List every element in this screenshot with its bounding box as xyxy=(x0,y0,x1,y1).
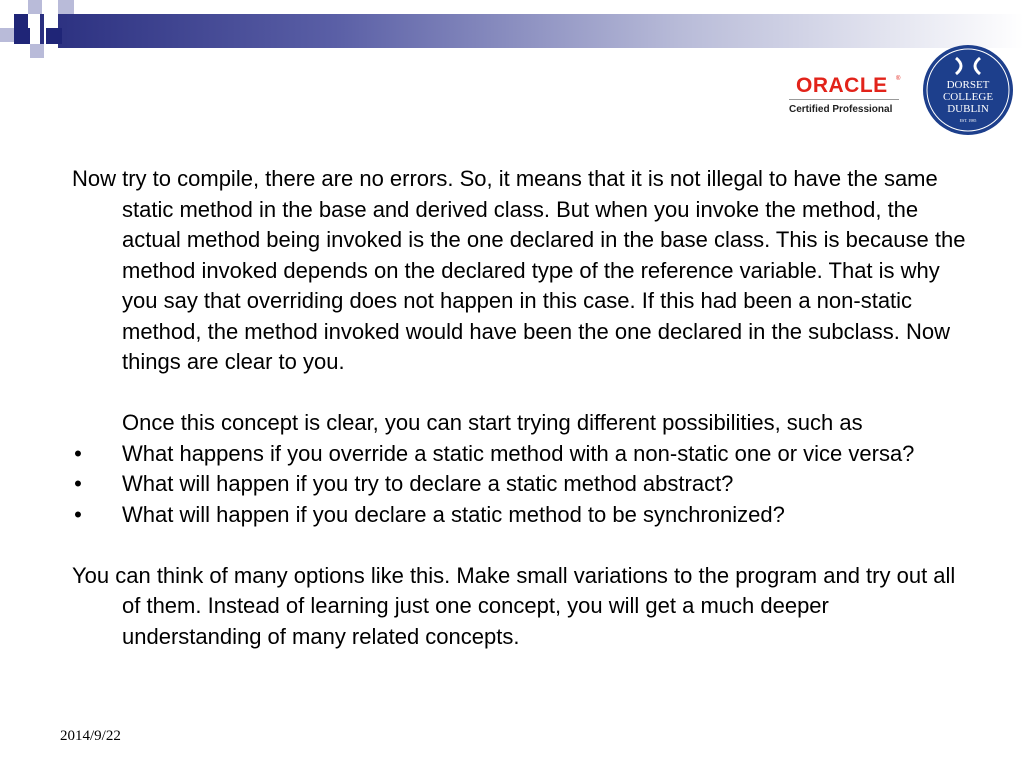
bullet-symbol: • xyxy=(74,471,82,496)
seal-text-est: EST. 1985 xyxy=(959,118,977,123)
oracle-certified-logo xyxy=(784,74,904,120)
decor-square xyxy=(14,14,28,28)
oracle-logo-subtitle: Certified Professional xyxy=(789,104,893,115)
slide-body xyxy=(72,164,972,652)
oracle-logo-word: ORACLE xyxy=(796,74,888,97)
body-paragraph-3: You can think of many options like this. Make small variations to the program and try out all of them. Instead of learning just one concept, you will get a much deeper understanding of many related concepts. xyxy=(72,562,956,649)
decor-square xyxy=(0,28,14,42)
paragraph-spacer xyxy=(72,530,972,561)
paragraph-spacer xyxy=(72,378,972,409)
bullet-symbol: • xyxy=(74,501,82,527)
decor-square xyxy=(46,28,62,44)
bullet-text: What will happen if you try to declare a static method abstract? xyxy=(122,471,734,496)
decor-square xyxy=(58,0,74,14)
bullet-symbol: • xyxy=(74,440,82,466)
decor-square xyxy=(28,0,42,14)
bullet-item xyxy=(72,500,972,531)
body-paragraph-2: Once this concept is clear, you can start trying different possibilities, such as xyxy=(122,410,863,435)
seal-text-college: COLLEGE xyxy=(942,91,994,103)
seal-text-dublin: DUBLIN xyxy=(947,103,989,115)
oracle-registered-mark: ® xyxy=(896,76,901,82)
dorset-college-seal xyxy=(922,44,1014,136)
slide-date: 2014/9/22 xyxy=(60,728,121,744)
oracle-logo-divider xyxy=(789,99,899,100)
bullet-item xyxy=(72,469,972,500)
bullet-item xyxy=(72,439,972,470)
body-paragraph-1: Now try to compile, there are no errors. So, it means that it is not illegal to have the same static method in the base and derived class. But when you invoke the method, the actual method being invoked is the one declared in the base class. This is because the method invoked depends on the declared type of the reference variable. That is why you say that overriding does not happen in this case. If this had been a non-static method, the method invoked would have been the one declared in the subclass. Now things are clear to you. xyxy=(72,166,966,374)
decor-square xyxy=(14,28,30,44)
bullet-text: What happens if you override a static method with a non-static one or vice versa? xyxy=(122,440,915,466)
bullet-text: What will happen if you declare a static method to be synchronized? xyxy=(122,501,785,527)
decor-square xyxy=(30,44,44,58)
seal-text-dorset: DORSET xyxy=(946,79,990,91)
header-gradient-bar xyxy=(40,14,1024,48)
